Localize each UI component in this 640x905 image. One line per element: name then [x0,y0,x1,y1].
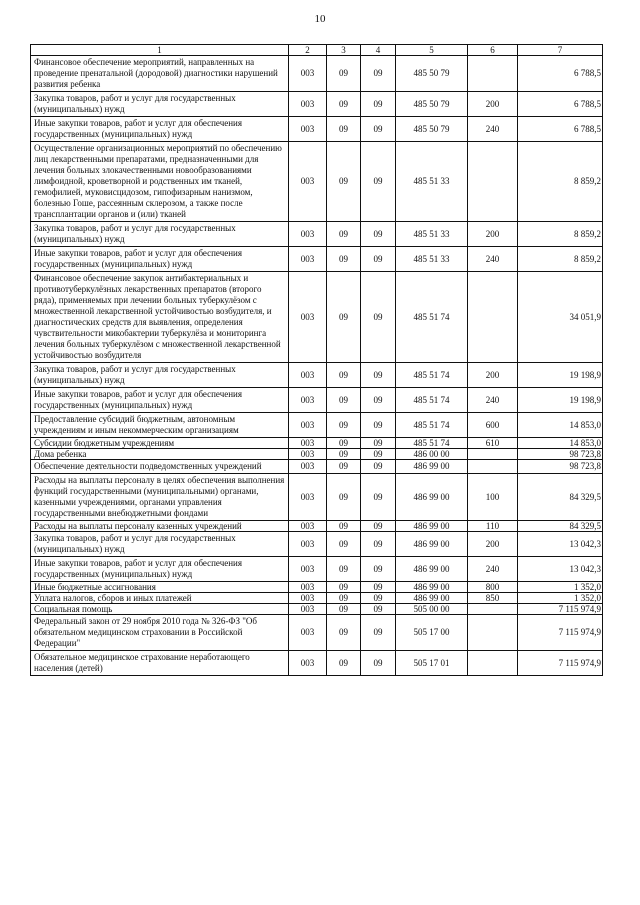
subsection-code: 09 [361,117,396,142]
table-row [31,92,603,117]
amount-value: 84 329,5 [518,521,603,532]
target-article-code: 485 51 33 [396,247,468,272]
amount-value: 13 042,3 [518,557,603,582]
expense-type-code: 600 [468,413,518,438]
subsection-code: 09 [361,651,396,676]
section-code: 09 [327,604,361,615]
ministry-code: 003 [289,272,327,363]
amount-value: 98 723,8 [518,449,603,460]
expense-type-code [468,615,518,651]
expenditure-name: Федеральный закон от 29 ноября 2010 года № 326-ФЗ "Об обязательном медицинском страховании в Российской Федерации" [31,615,289,651]
table-row [31,117,603,142]
expense-type-code: 850 [468,593,518,604]
column-header: 1 [31,45,289,56]
expense-type-code [468,56,518,92]
column-header: 3 [327,45,361,56]
target-article-code: 486 99 00 [396,474,468,521]
amount-value: 13 042,3 [518,532,603,557]
expenditure-name: Обеспечение деятельности подведомственных учреждений [31,460,289,474]
ministry-code: 003 [289,460,327,474]
amount-value: 14 853,0 [518,413,603,438]
ministry-code: 003 [289,438,327,449]
expenditure-name: Закупка товаров, работ и услуг для государственных (муниципальных) нужд [31,222,289,247]
column-header: 6 [468,45,518,56]
target-article-code: 485 51 74 [396,438,468,449]
section-code: 09 [327,438,361,449]
target-article-code: 486 99 00 [396,521,468,532]
amount-value: 6 788,5 [518,117,603,142]
table-row [31,413,603,438]
table-row [31,474,603,521]
expense-type-code [468,142,518,222]
expense-type-code: 110 [468,521,518,532]
target-article-code: 486 00 00 [396,449,468,460]
section-code: 09 [327,615,361,651]
expenditure-name: Иные закупки товаров, работ и услуг для обеспечения государственных (муниципальных) нужд [31,557,289,582]
subsection-code: 09 [361,604,396,615]
section-code: 09 [327,521,361,532]
subsection-code: 09 [361,615,396,651]
expenditure-name: Субсидии бюджетным учреждениям [31,438,289,449]
ministry-code: 003 [289,615,327,651]
amount-value: 14 853,0 [518,438,603,449]
ministry-code: 003 [289,56,327,92]
target-article-code: 486 99 00 [396,532,468,557]
subsection-code: 09 [361,272,396,363]
section-code: 09 [327,117,361,142]
section-code: 09 [327,413,361,438]
expense-type-code [468,604,518,615]
expenditure-name: Финансовое обеспечение мероприятий, направленных на проведение пренатальной (дородовой) диагностики нарушений развития ребенка [31,56,289,92]
ministry-code: 003 [289,117,327,142]
section-code: 09 [327,593,361,604]
section-code: 09 [327,532,361,557]
expenditure-name: Закупка товаров, работ и услуг для государственных (муниципальных) нужд [31,532,289,557]
subsection-code: 09 [361,222,396,247]
ministry-code: 003 [289,388,327,413]
amount-value: 19 198,9 [518,388,603,413]
ministry-code: 003 [289,413,327,438]
expenditure-name: Расходы на выплаты персоналу казенных учреждений [31,521,289,532]
subsection-code: 09 [361,449,396,460]
section-code: 09 [327,272,361,363]
section-code: 09 [327,460,361,474]
table-row [31,272,603,363]
ministry-code: 003 [289,222,327,247]
ministry-code: 003 [289,92,327,117]
section-code: 09 [327,56,361,92]
ministry-code: 003 [289,593,327,604]
target-article-code: 485 51 33 [396,142,468,222]
amount-value: 8 859,2 [518,142,603,222]
ministry-code: 003 [289,604,327,615]
page-number: 10 [314,13,326,25]
target-article-code: 485 50 79 [396,56,468,92]
column-header: 4 [361,45,396,56]
amount-value: 8 859,2 [518,247,603,272]
table-row [31,222,603,247]
expense-type-code [468,460,518,474]
table-row [31,449,603,460]
table-row [31,56,603,92]
table-row [31,604,603,615]
table-row [31,142,603,222]
subsection-code: 09 [361,92,396,117]
expense-type-code: 240 [468,388,518,413]
table-row [31,460,603,474]
expense-type-code: 240 [468,117,518,142]
expenditure-name: Иные бюджетные ассигнования [31,582,289,593]
expenditure-name: Иные закупки товаров, работ и услуг для обеспечения государственных (муниципальных) нужд [31,117,289,142]
expenditure-name: Осуществление организационных мероприятий по обеспечению лиц лекарственными препаратами, предназначенными для лечения больных злокачественными новообразованиями лимфоидной, кроветворной и родственных им тканей, гемофилией, муковисцидозом, гипофизарным нанизмом, болезнью Гоше, рассеянным склерозом, а также после трансплантации органов и (или) тканей [31,142,289,222]
ministry-code: 003 [289,363,327,388]
expenditure-name: Уплата налогов, сборов и иных платежей [31,593,289,604]
section-code: 09 [327,474,361,521]
ministry-code: 003 [289,142,327,222]
expense-type-code: 200 [468,363,518,388]
column-header: 5 [396,45,468,56]
target-article-code: 485 51 74 [396,272,468,363]
subsection-code: 09 [361,438,396,449]
section-code: 09 [327,557,361,582]
subsection-code: 09 [361,593,396,604]
subsection-code: 09 [361,557,396,582]
expenditure-name: Закупка товаров, работ и услуг для государственных (муниципальных) нужд [31,363,289,388]
ministry-code: 003 [289,474,327,521]
expenditure-name: Расходы на выплаты персоналу в целях обеспечения выполнения функций государственными (муниципальными) органами, казенными учреждениями, органами управления государственными внебюджетными фондами [31,474,289,521]
target-article-code: 505 17 00 [396,615,468,651]
target-article-code: 485 51 33 [396,222,468,247]
table-row [31,438,603,449]
subsection-code: 09 [361,247,396,272]
budget-table-body [31,56,603,676]
ministry-code: 003 [289,557,327,582]
expenditure-name: Финансовое обеспечение закупок антибактериальных и противотуберкулёзных лекарственных препаратов (второго ряда), применяемых при лечении больных туберкулёзом с множественной лекарственной устойчивостью возбудителя, и диагностических средств для выявления, определения чувствительности микобактерии туберкулёза и мониторинга лечения больных туберкулёзом с множественной лекарственной устойчивостью возбудителя [31,272,289,363]
target-article-code: 485 51 74 [396,388,468,413]
target-article-code: 486 99 00 [396,557,468,582]
expense-type-code: 200 [468,532,518,557]
amount-value: 98 723,8 [518,460,603,474]
section-code: 09 [327,388,361,413]
table-row [31,615,603,651]
expenditure-name: Иные закупки товаров, работ и услуг для обеспечения государственных (муниципальных) нужд [31,388,289,413]
amount-value: 1 352,0 [518,593,603,604]
target-article-code: 486 99 00 [396,460,468,474]
table-row [31,388,603,413]
ministry-code: 003 [289,449,327,460]
section-code: 09 [327,222,361,247]
expenditure-name: Иные закупки товаров, работ и услуг для обеспечения государственных (муниципальных) нужд [31,247,289,272]
target-article-code: 486 99 00 [396,582,468,593]
amount-value: 19 198,9 [518,363,603,388]
subsection-code: 09 [361,532,396,557]
column-number-row [31,45,603,56]
ministry-code: 003 [289,651,327,676]
expense-type-code [468,272,518,363]
table-row [31,521,603,532]
subsection-code: 09 [361,363,396,388]
column-header: 7 [518,45,603,56]
expense-type-code: 100 [468,474,518,521]
subsection-code: 09 [361,56,396,92]
expense-type-code [468,651,518,676]
expense-type-code: 800 [468,582,518,593]
amount-value: 84 329,5 [518,474,603,521]
target-article-code: 505 17 01 [396,651,468,676]
amount-value: 1 352,0 [518,582,603,593]
ministry-code: 003 [289,582,327,593]
expense-type-code: 200 [468,92,518,117]
section-code: 09 [327,651,361,676]
subsection-code: 09 [361,474,396,521]
amount-value: 6 788,5 [518,56,603,92]
expenditure-name: Социальная помощь [31,604,289,615]
amount-value: 7 115 974,9 [518,604,603,615]
subsection-code: 09 [361,388,396,413]
section-code: 09 [327,247,361,272]
expense-type-code: 200 [468,222,518,247]
table-row [31,532,603,557]
section-code: 09 [327,582,361,593]
target-article-code: 505 00 00 [396,604,468,615]
expense-type-code: 240 [468,247,518,272]
section-code: 09 [327,142,361,222]
table-row [31,363,603,388]
expenditure-name: Дома ребенка [31,449,289,460]
budget-table [30,44,603,676]
target-article-code: 485 51 74 [396,363,468,388]
amount-value: 7 115 974,9 [518,615,603,651]
table-row [31,557,603,582]
target-article-code: 485 50 79 [396,117,468,142]
target-article-code: 485 51 74 [396,413,468,438]
expense-type-code: 610 [468,438,518,449]
subsection-code: 09 [361,460,396,474]
subsection-code: 09 [361,521,396,532]
table-row [31,247,603,272]
column-header: 2 [289,45,327,56]
target-article-code: 486 99 00 [396,593,468,604]
subsection-code: 09 [361,582,396,593]
subsection-code: 09 [361,413,396,438]
expense-type-code [468,449,518,460]
amount-value: 7 115 974,9 [518,651,603,676]
ministry-code: 003 [289,521,327,532]
table-row [31,582,603,593]
amount-value: 6 788,5 [518,92,603,117]
ministry-code: 003 [289,532,327,557]
amount-value: 8 859,2 [518,222,603,247]
amount-value: 34 051,9 [518,272,603,363]
expenditure-name: Закупка товаров, работ и услуг для государственных (муниципальных) нужд [31,92,289,117]
subsection-code: 09 [361,142,396,222]
section-code: 09 [327,363,361,388]
section-code: 09 [327,92,361,117]
ministry-code: 003 [289,247,327,272]
target-article-code: 485 50 79 [396,92,468,117]
table-row [31,593,603,604]
expense-type-code: 240 [468,557,518,582]
table-row [31,651,603,676]
expenditure-name: Обязательное медицинское страхование неработающего населения (детей) [31,651,289,676]
expenditure-name: Предоставление субсидий бюджетным, автономным учреждениям и иным некоммерческим организациям [31,413,289,438]
section-code: 09 [327,449,361,460]
